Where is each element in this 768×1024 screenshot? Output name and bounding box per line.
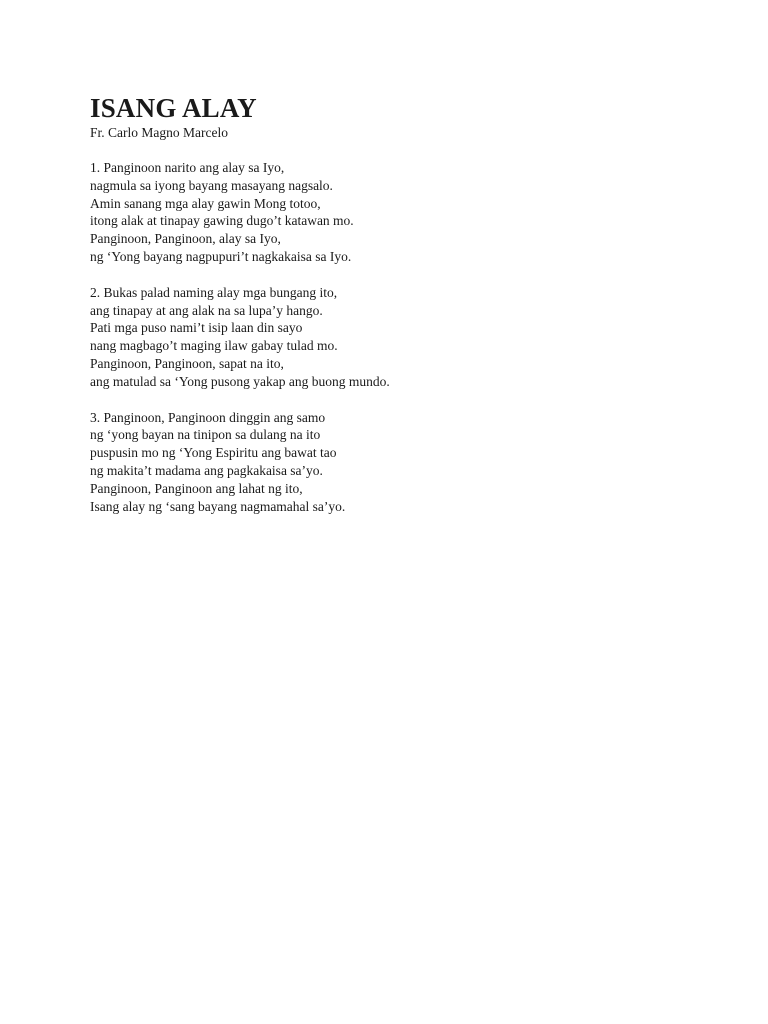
stanza-line: ng ‘Yong bayang nagpupuri’t nagkakaisa sa Iyo. bbox=[90, 248, 352, 264]
stanza-3 bbox=[90, 409, 710, 516]
song-author: Fr. Carlo Magno Marcelo bbox=[90, 125, 228, 140]
stanza-line: puspusin mo ng ‘Yong Espiritu ang bawat tao bbox=[90, 445, 337, 461]
stanza-line: ang tinapay at ang alak na sa lupa’y hango. bbox=[90, 302, 323, 318]
stanza-line: Isang alay ng ‘sang bayang nagmamahal sa’yo. bbox=[90, 498, 346, 514]
stanza-line: Panginoon, Panginoon ang lahat ng ito, bbox=[90, 480, 303, 496]
stanza-line: 2. Bukas palad naming alay mga bungang ito, bbox=[90, 284, 338, 300]
stanza-line: Panginoon, Panginoon, sapat na ito, bbox=[90, 355, 284, 371]
stanza-line: ang matulad sa ‘Yong pusong yakap ang buong mundo. bbox=[90, 373, 390, 389]
stanza-1 bbox=[90, 159, 710, 266]
stanza-line: 1. Panginoon narito ang alay sa Iyo, bbox=[90, 160, 285, 175]
stanza-line: nang magbago’t maging ilaw gabay tulad mo. bbox=[90, 338, 338, 354]
stanza-line: nagmula sa iyong bayang masayang nagsalo. bbox=[90, 177, 333, 193]
stanza-line: itong alak at tinapay gawing dugo’t katawan mo. bbox=[90, 213, 354, 229]
stanza-line: ng ‘yong bayan na tinipon sa dulang na ito bbox=[90, 427, 321, 443]
document-page bbox=[90, 92, 710, 533]
stanza-line: Pati mga puso nami’t isip laan din sayo bbox=[90, 320, 303, 336]
stanza-line: 3. Panginoon, Panginoon dinggin ang samo bbox=[90, 409, 326, 425]
stanza-line: Amin sanang mga alay gawin Mong totoo, bbox=[90, 195, 321, 211]
stanza-2 bbox=[90, 284, 710, 391]
song-title: ISANG ALAY bbox=[90, 93, 257, 123]
stanza-line: Panginoon, Panginoon, alay sa Iyo, bbox=[90, 231, 281, 247]
stanza-line: ng makita’t madama ang pagkakaisa sa’yo. bbox=[90, 462, 323, 478]
